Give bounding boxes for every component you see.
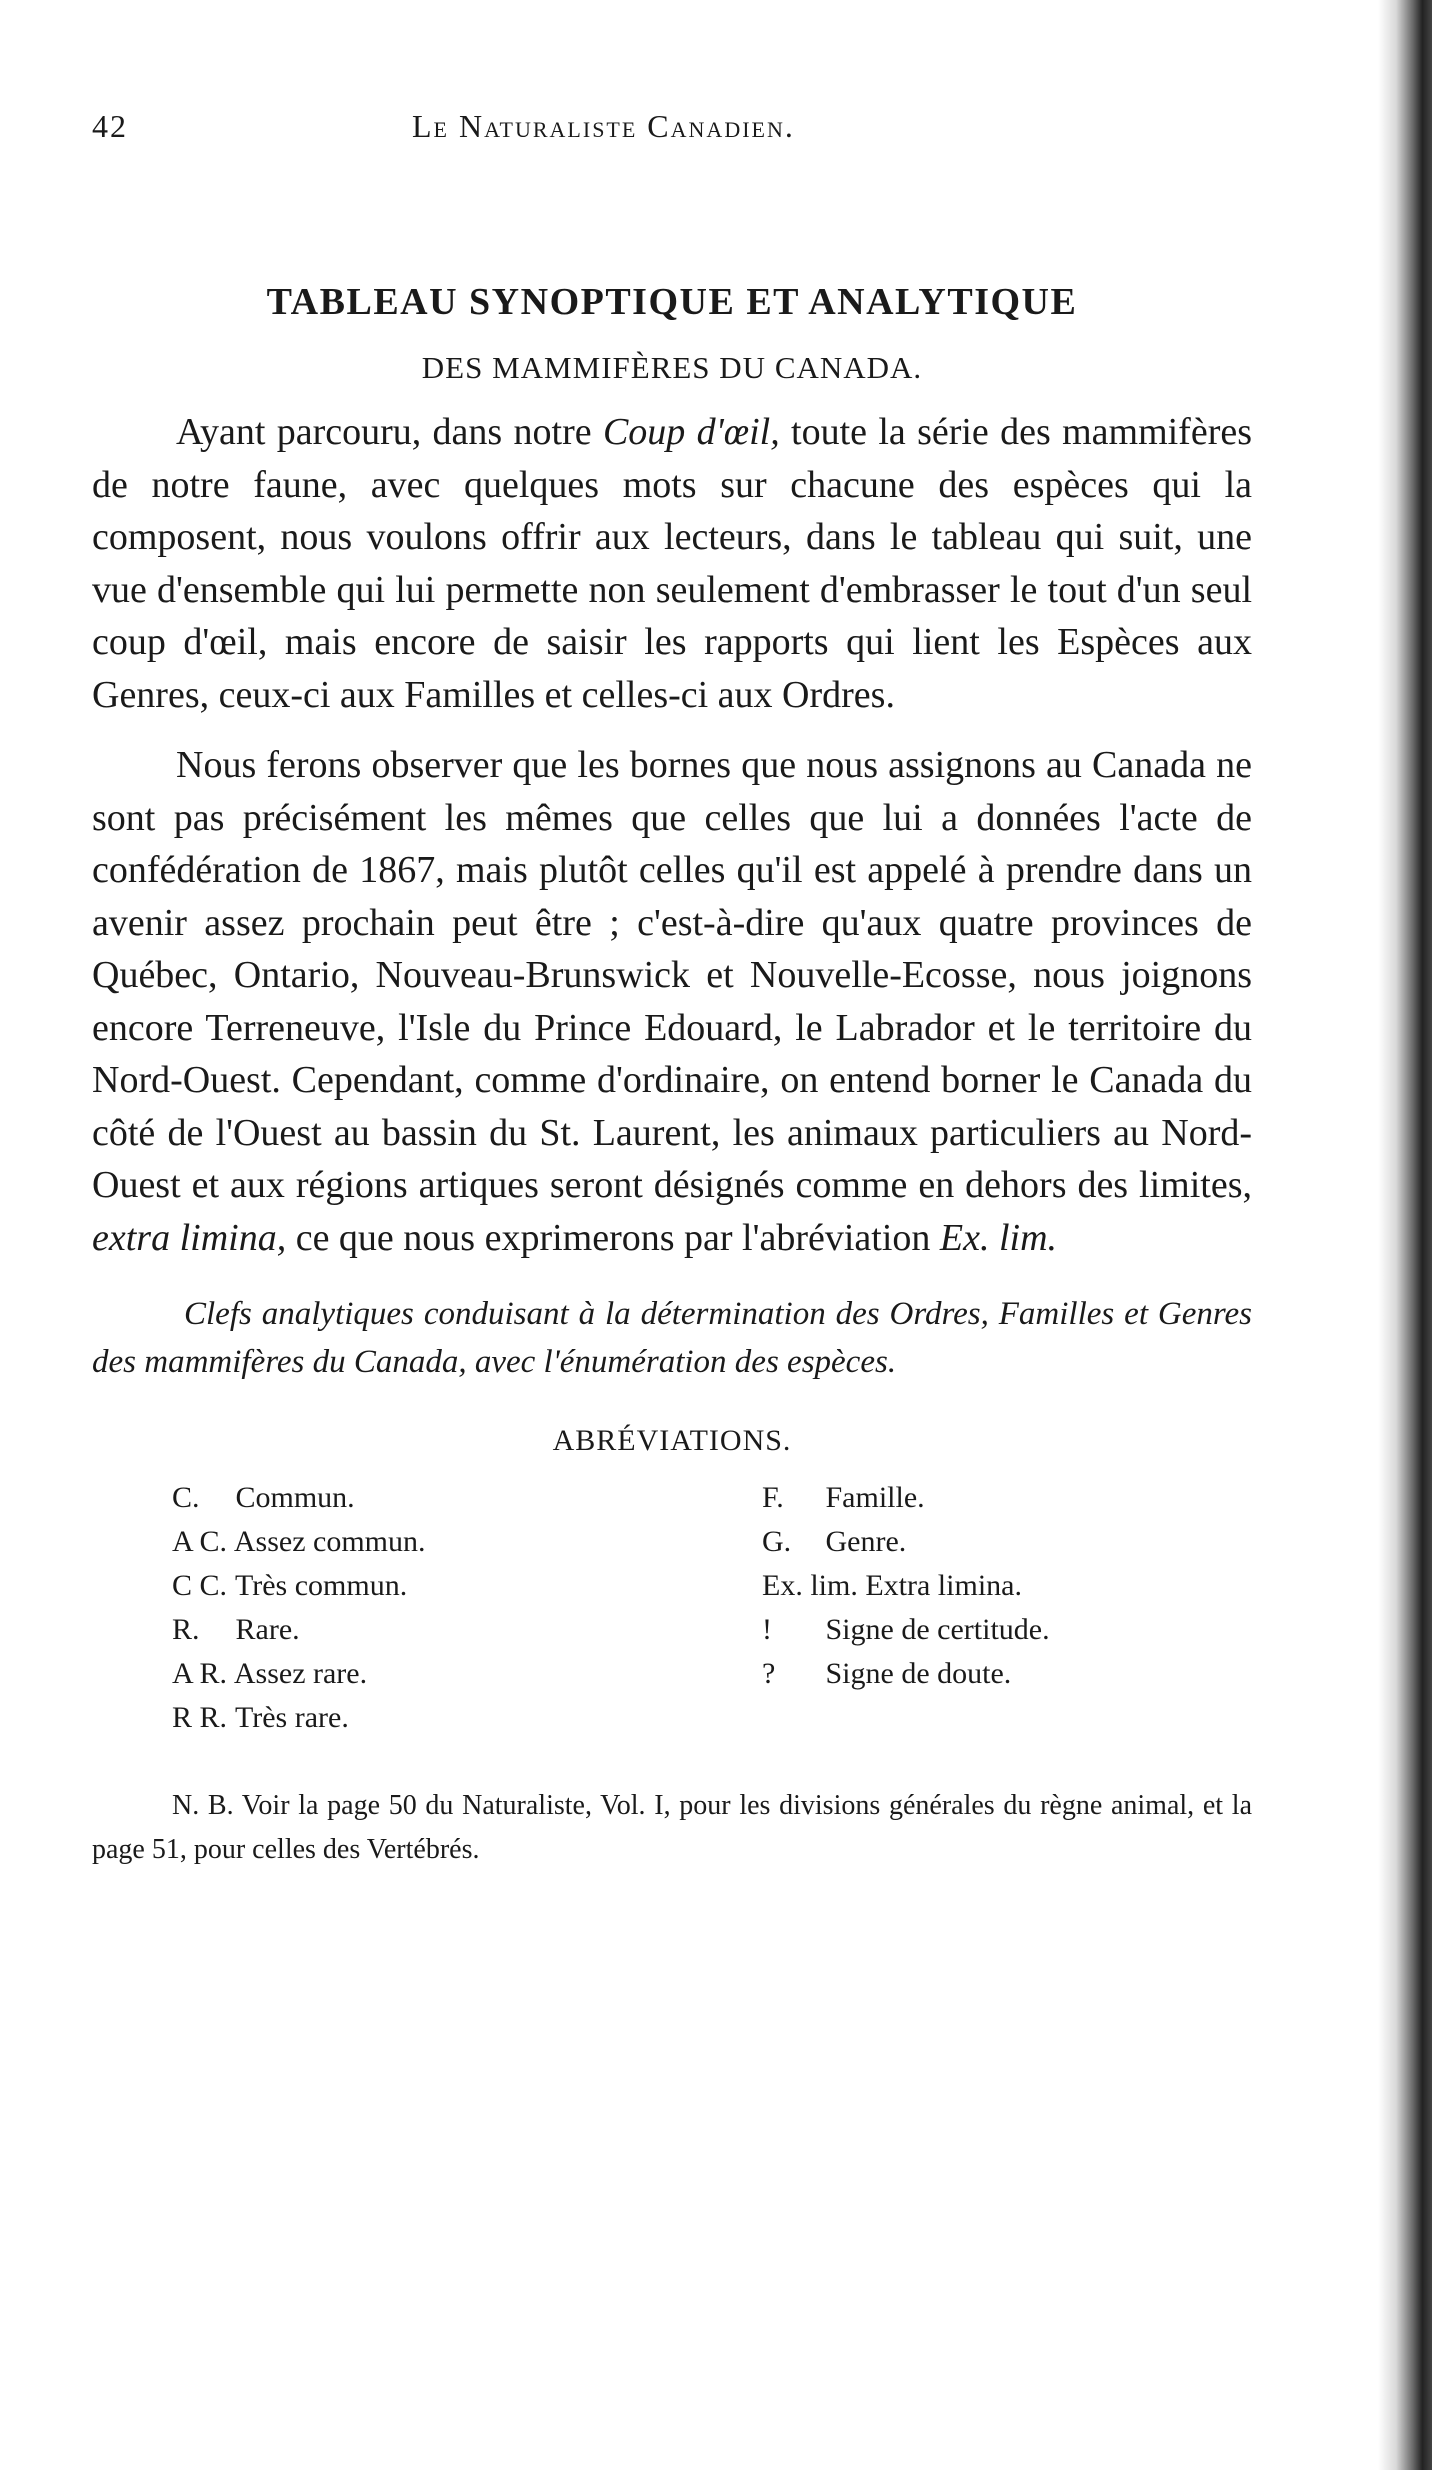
abbreviation-code: G. <box>762 1525 792 1558</box>
abbreviation-code: ? <box>762 1657 776 1690</box>
abbreviation-item <box>172 1652 426 1696</box>
abbreviation-code: A R. <box>172 1657 228 1690</box>
abbreviation-item <box>172 1608 426 1652</box>
abbreviation-item <box>172 1476 426 1520</box>
abbreviation-item <box>762 1608 1050 1652</box>
paragraph-boundaries <box>92 739 1252 1264</box>
abbreviation-code: R R. <box>172 1701 228 1734</box>
abbreviation-meaning: Extra limina. <box>865 1569 1022 1602</box>
abbreviation-item <box>762 1476 1050 1520</box>
paragraph-intro-text-before: Ayant parcouru, dans notre <box>176 411 603 453</box>
abbreviation-code: C. <box>172 1481 200 1514</box>
page-number: 42 <box>92 108 128 144</box>
paragraph-boundaries-text-before: Nous ferons observer que les bornes que nous assignons au Canada ne sont pas précisément les mêmes que celles que lui a données l'acte de confédération de 1867, mais plutôt celles qu'il est appelé à prendre dans un avenir assez prochain peut être ; c'est-à-dire qu'aux quatre provinces de Québec, Ontario, Nouveau-Brunswick et Nouvelle-Ecosse, nous joignons encore Terreneuve, l'Isle du Prince Edouard, le Labrador et le territoire du Nord-Ouest. Cependant, comme d'ordinaire, on entend borner le Canada du côté de l'Ouest au bassin du St. Laurent, les animaux particuliers au Nord-Ouest et aux régions artiques seront désignés comme en dehors des limites, <box>92 744 1252 1206</box>
abbreviation-item <box>172 1564 426 1608</box>
abbreviations-left-column <box>172 1476 426 1740</box>
article-title: TABLEAU SYNOPTIQUE ET ANALYTIQUE <box>266 281 1078 323</box>
running-title: Le Naturaliste Canadien. <box>412 108 795 144</box>
abbreviation-code: F. <box>762 1481 784 1514</box>
abbreviation-item <box>762 1520 1050 1564</box>
abbreviation-meaning: Assez commun. <box>233 1525 426 1558</box>
page-header <box>92 100 1252 160</box>
abbreviation-code: ! <box>762 1613 772 1646</box>
abbreviation-meaning: Signe de doute. <box>825 1657 1012 1690</box>
paragraph-intro-italic: Coup d'œil, <box>602 411 780 453</box>
abbreviation-item <box>172 1696 426 1740</box>
footnote-nb: N. B. Voir la page 50 du Naturaliste, Vol. I, pour les divisions générales du règne animal, et la page 51, pour celles des Vertébrés. <box>92 1790 1252 1865</box>
abbreviation-meaning: Commun. <box>235 1481 355 1514</box>
abbreviation-code: C C. <box>172 1569 228 1602</box>
abbreviation-code: A C. <box>172 1525 228 1558</box>
page-binding-edge <box>1312 0 1432 2470</box>
abbreviation-item <box>762 1652 1050 1696</box>
paragraph-intro <box>92 406 1252 721</box>
abbreviations-list <box>92 1476 1252 1766</box>
abbreviation-meaning: Signe de certitude. <box>825 1613 1050 1646</box>
abbreviation-meaning: Très commun. <box>234 1569 408 1602</box>
paragraph-boundaries-text-middle: ce que nous exprimerons par l'abréviation <box>286 1216 940 1259</box>
article-subtitle: DES MAMMIFÈRES DU CANADA. <box>421 350 923 385</box>
abbreviation-item <box>172 1520 426 1564</box>
analytic-keys-heading: Clefs analytiques conduisant à la détermination des Ordres, Familles et Genres des mammifères du Canada, avec l'énumération des espèces. <box>92 1296 1252 1380</box>
abbreviation-meaning: Assez rare. <box>233 1657 368 1690</box>
paragraph-boundaries-italic-extra-limina: extra limina, <box>92 1216 287 1259</box>
abbreviation-item <box>762 1564 1050 1608</box>
document-page <box>92 100 1252 1872</box>
abbreviation-meaning: Famille. <box>825 1481 925 1514</box>
abbreviation-meaning: Genre. <box>825 1525 907 1558</box>
abbreviation-meaning: Rare. <box>235 1613 300 1646</box>
paragraph-boundaries-italic-ex-lim: Ex. lim. <box>939 1216 1058 1259</box>
abbreviations-title: ABRÉVIATIONS. <box>552 1424 792 1457</box>
abbreviation-meaning: Très rare. <box>234 1701 349 1734</box>
paragraph-intro-text-after: toute la série des mammifères de notre faune, avec quelques mots sur chacune des espèces qui la composent, nous voulons offrir aux lecteurs, dans le tableau qui suit, une vue d'ensemble qui lui permette non seulement d'embrasser le tout d'un seul coup d'œil, mais encore de saisir les rapports qui lient les Espèces aux Genres, ceux-ci aux Familles et celles-ci aux Ordres. <box>92 411 1253 716</box>
abbreviation-code: Ex. lim. <box>762 1569 858 1602</box>
abbreviation-code: R. <box>172 1613 200 1646</box>
abbreviations-right-column <box>762 1476 1050 1696</box>
